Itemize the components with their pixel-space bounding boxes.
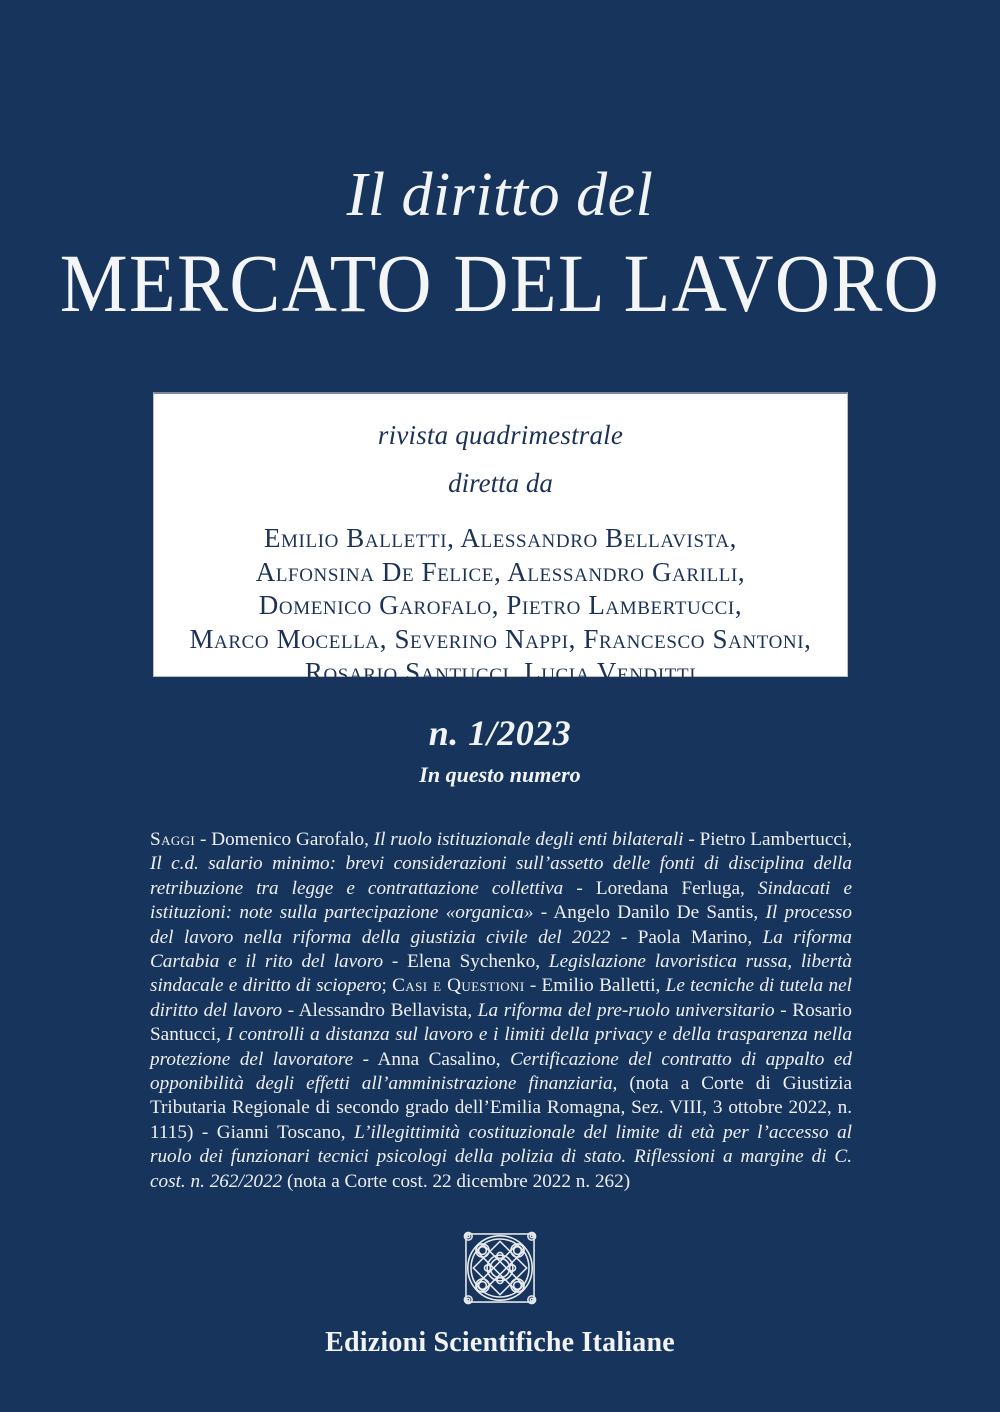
contents-text: - Domenico Garofalo, (195, 829, 374, 850)
contents-text: - Elena Sychenko, (383, 951, 549, 973)
publisher-name: Edizioni Scientifiche Italiane (325, 1327, 675, 1358)
contents-text: (nota a Corte cost. 22 dicembre 2022 n. 262) (282, 1170, 631, 1192)
editor-line: Marco Mocella, Severino Nappi, Francesco Santoni, (189, 623, 812, 654)
journal-title-line-1: Il diritto del (346, 161, 654, 229)
editor-line: Alfonsina De Felice, Alessandro Garilli, (255, 556, 746, 587)
issue-subtitle: In questo numero (419, 762, 581, 787)
directed-by-label: diretta da (448, 468, 553, 498)
masthead (0, 158, 1000, 328)
publisher-block (0, 1222, 1000, 1360)
contents-text: (nota a Corte di Giustizia Tributaria Regionale di secondo grado dell’Emilia Romagna, Sez. VIII, 3 ottobre 2022, n. 1115) - Gianni Toscano, (150, 1073, 852, 1143)
editors-panel (153, 392, 848, 687)
issue-block (0, 712, 1000, 788)
publisher-logo (0, 1222, 1000, 1314)
contents-article-title: Il processo del lavoro nella riforma della giustizia civile del 2022 (150, 902, 852, 948)
issue-number: n. 1/2023 (428, 713, 572, 753)
contents-text: - Pietro Lambertucci, (683, 829, 852, 850)
esi-emblem-icon (454, 1222, 546, 1314)
contents-article-title: Sindacati e istituzioni: note sulla partecipazione «organica» (150, 877, 852, 924)
table-of-contents (150, 828, 852, 1194)
contents-section-casi-e-questioni: Casi e Questioni (392, 975, 525, 997)
contents-text: - Paola Marino, (610, 926, 763, 948)
contents-text: - Alessandro Bellavista, (282, 999, 478, 1021)
editor-line: Rosario Santucci, Lucia Venditti (304, 657, 697, 687)
periodicity-label: rivista quadrimestrale (377, 420, 624, 450)
contents-text: - Loredana Ferluga, (563, 877, 758, 899)
contents-article-title: I controlli a distanza sul lavoro e i limiti della privacy e della trasparenza nella protezione del lavoratore (150, 1024, 852, 1070)
contents-article-title: Certificazione del contratto di appalto ed opponibilità degli effetti all’amministrazione finanziaria, (150, 1048, 852, 1095)
contents-article-title: Legislazione lavoristica russa, libertà sindacale e diritto di sciopero (150, 951, 852, 997)
contents-article-title: Le tecniche di tutela nel diritto del lavoro (150, 975, 852, 1021)
contents-article-title: L’illegittimità costituzionale del limite di età per l’accesso al ruolo dei funzionari tecnici psicologi della polizia di stato. Riflessioni a margine di C. cost. n. 262/2022 (150, 1121, 853, 1192)
contents-section-saggi: Saggi (150, 829, 196, 850)
contents-text: - Emilio Balletti, (524, 975, 666, 997)
contents-article-title: Il c.d. salario minimo: brevi considerazioni sull’assetto delle fonti di disciplina della retribuzione tra legge e contrattazione collettiva (150, 853, 852, 899)
contents-text: - Angelo Danilo De Santis, (533, 902, 766, 924)
journal-title-line-2: MERCATO DEL LAVORO (59, 237, 941, 329)
editor-line: Domenico Garofalo, Pietro Lambertucci, (258, 590, 743, 620)
editors-list (154, 522, 847, 690)
contents-article-title: Il ruolo istituzionale degli enti bilaterali (373, 829, 684, 850)
editor-line: Emilio Balletti, Alessandro Bellavista, (263, 523, 738, 553)
contents-text: ; (381, 975, 393, 997)
contents-article-title: La riforma del pre-ruolo universitario (477, 999, 775, 1021)
contents-article-title: La riforma Cartabia e il rito del lavoro (150, 926, 853, 973)
contents-text: - Anna Casalino, (353, 1048, 511, 1070)
contents-text: - Rosario Santucci, (150, 999, 852, 1046)
